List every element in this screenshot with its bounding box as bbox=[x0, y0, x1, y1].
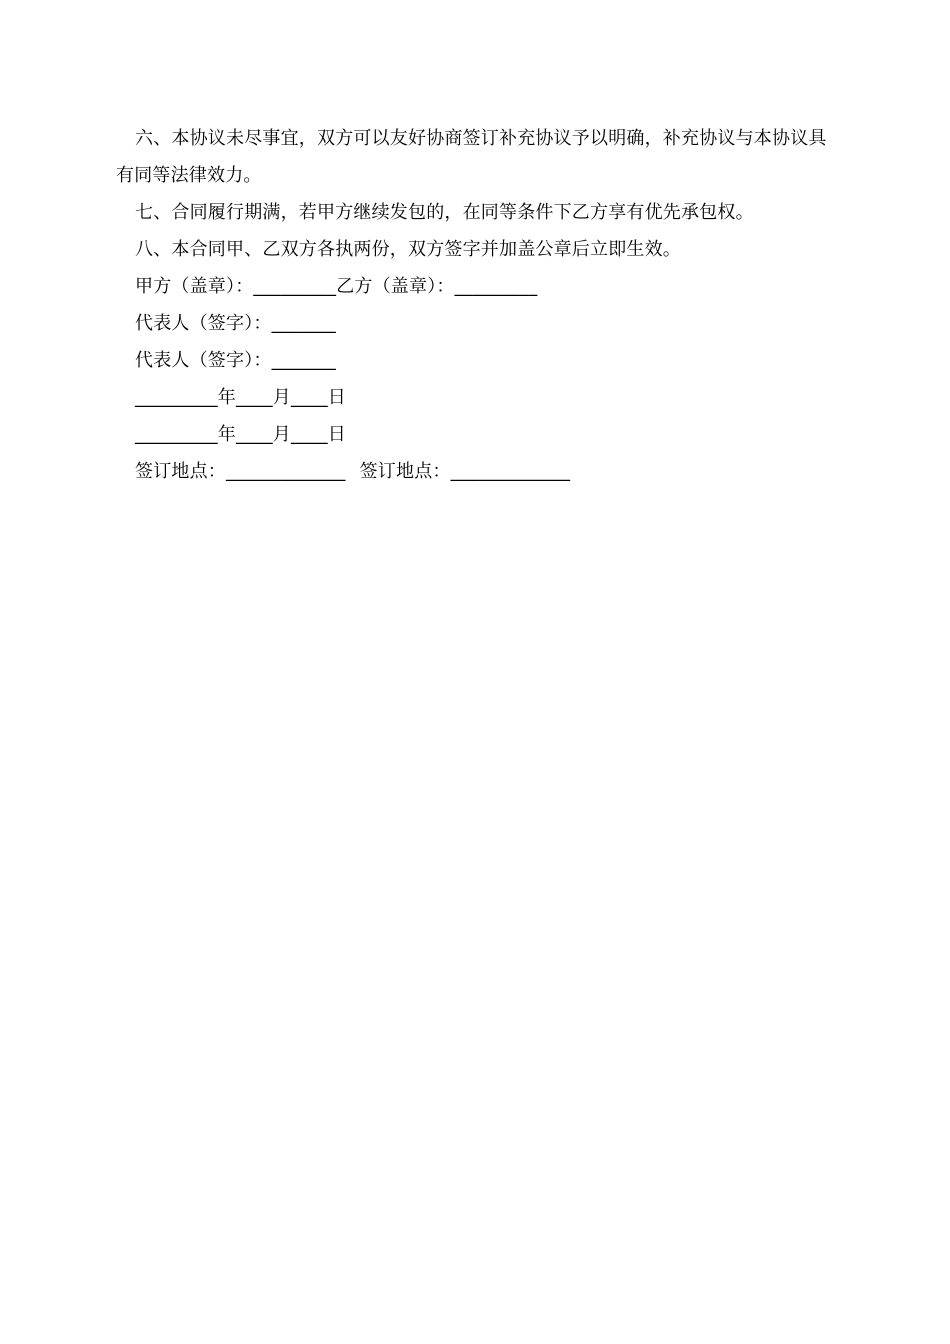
party-a-seal-field: 甲方（盖章）：_________ bbox=[135, 276, 337, 297]
date-a-field: _________年____月____日 bbox=[135, 387, 346, 408]
representative-a-field: 代表人（签字）：_______ bbox=[135, 313, 336, 334]
date-a-line bbox=[116, 379, 836, 416]
signing-place-a-field: 签订地点：_____________ bbox=[135, 461, 346, 482]
clause-8: 八、本合同甲、乙双方各执两份，双方签字并加盖公章后立即生效。 bbox=[135, 239, 681, 260]
representative-b-field: 代表人（签字）：_______ bbox=[135, 350, 336, 371]
representative-a-line bbox=[116, 305, 836, 342]
document-body bbox=[116, 120, 836, 490]
signing-place-b-field: 签订地点：_____________ bbox=[359, 461, 571, 482]
clause-7: 七、合同履行期满，若甲方继续发包的，在同等条件下乙方享有优先承包权。 bbox=[135, 202, 754, 223]
date-b-field: _________年____月____日 bbox=[135, 424, 346, 445]
party-b-seal-field: 乙方（盖章）：_________ bbox=[336, 276, 538, 297]
clause-6: 六、本协议未尽事宜，双方可以友好协商签订补充协议予以明确，补充协议与本协议具有同等法律效力。 bbox=[116, 128, 827, 186]
seal-line bbox=[116, 268, 836, 305]
representative-b-line bbox=[116, 342, 836, 379]
date-b-line bbox=[116, 416, 836, 453]
signing-place-line bbox=[116, 453, 836, 490]
